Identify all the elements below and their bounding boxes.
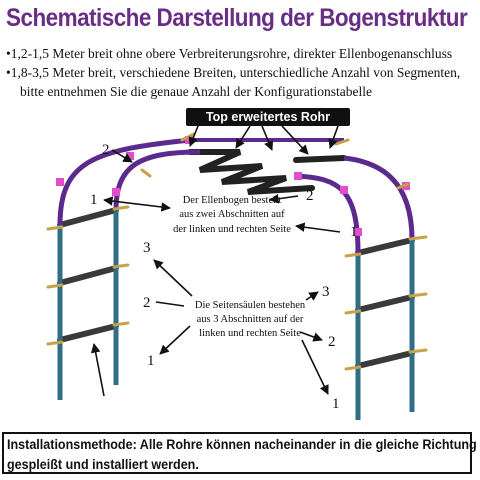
elbow-right-2: 2 [306,188,314,204]
elbow-note-line-3: der linken und rechten Seite [173,224,291,235]
elbow-right-1: 1 [350,224,358,240]
right-rungs [358,240,412,366]
elbow-left-1: 1 [90,192,98,208]
col-left-3: 3 [143,240,151,256]
column-note-line-2: aus 3 Abschnitten auf der [196,314,304,325]
elbow-note-line-1: Der Ellenbogen besteht [182,195,282,206]
col-right-1: 1 [332,396,340,412]
col-left-1: 1 [147,353,155,369]
column-note-line-1: Die Seitensäulen bestehen [194,300,306,311]
installation-note-line-2: gespleißt und installiert werden. [7,457,199,472]
installation-note-line-1: Installationsmethode: Alle Rohre können nacheinander in die gleiche Richtung [7,437,477,452]
bullet-wide: •1,8-3,5 Meter breit, verschiedene Breiten, unterschiedliche Anzahl von Segmenten, [6,65,461,80]
bullet-wide-continued: bitte entnehmen Sie die genaue Anzahl der Konfigurationstabelle [20,84,373,99]
elbow-left-2: 2 [102,142,110,158]
elbow-note-line-2: aus zwei Abschnitten auf [179,209,285,220]
column-note-line-3: linken und rechten Seite [199,328,301,339]
col-right-2: 2 [328,334,336,350]
col-right-3: 3 [322,284,330,300]
top-crossbars [190,152,344,192]
bullet-narrow: •1,2-1,5 Meter breit ohne obere Verbreiterungsrohre, direkter Ellenbogenanschluss [6,46,453,61]
installation-note [2,432,477,474]
left-rungs [60,210,116,340]
col-left-2: 2 [143,295,151,311]
top-tube-label: Top erweitertes Rohr [205,110,331,124]
page-title: Schematische Darstellung der Bogenstruktur [6,4,468,32]
elbow-note [173,195,291,235]
column-note [195,300,306,339]
